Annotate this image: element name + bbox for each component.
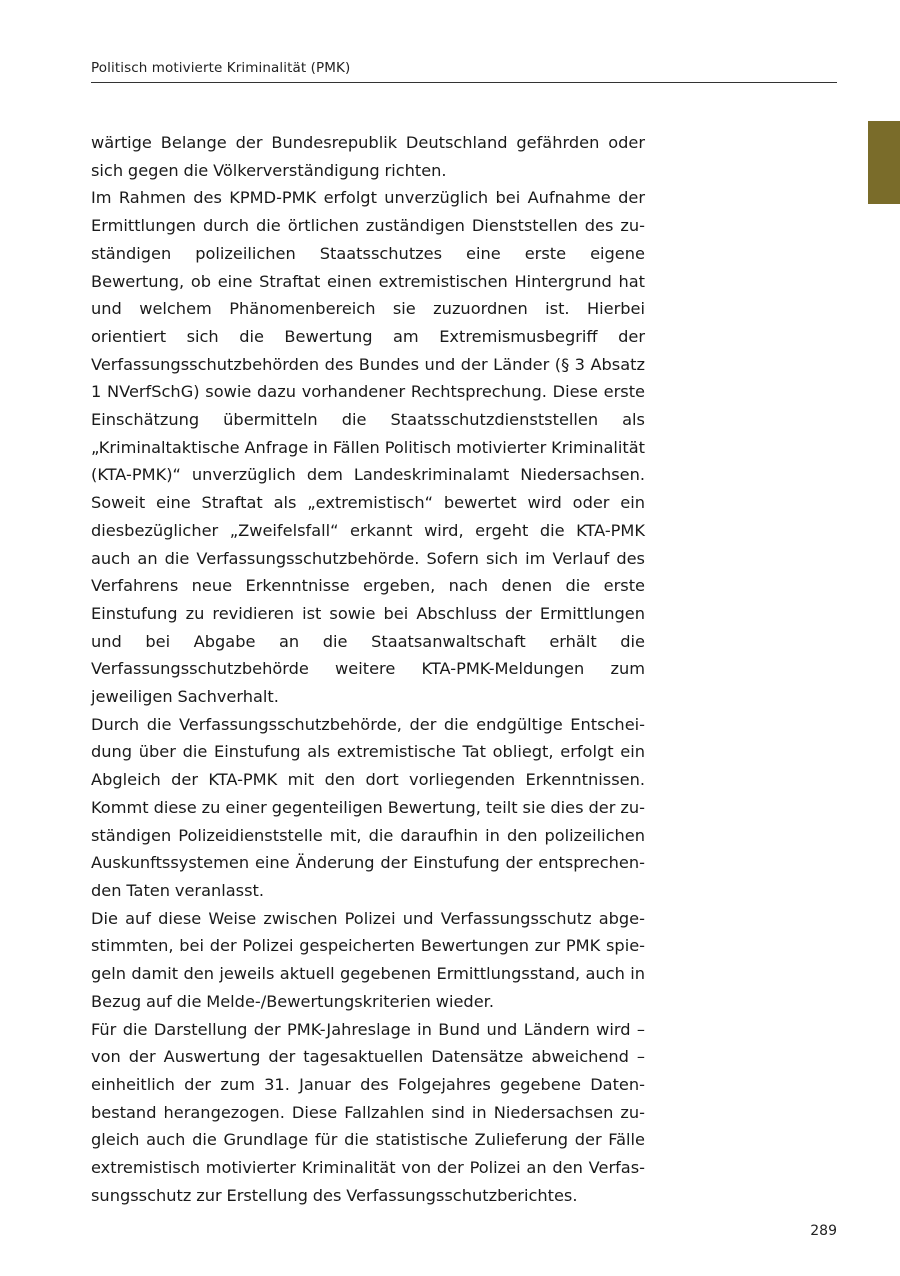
running-header-title: Politisch motivierte Kriminalität (PMK) <box>91 60 351 76</box>
running-header <box>91 58 837 83</box>
chapter-marker-tab <box>868 121 900 204</box>
paragraph: Durch die Verfassungsschutzbehörde, der die endgültige Entscheidung über die Einstufung als extremistische Tat obliegt, erfolgt ein Abgleich der KTA-PMK mit den dort vorliegenden Erkenntnissen. Kommt diese zu einer gegenteiligen Bewertung, teilt sie dies der zuständigen Polizeidienststelle mit, die daraufhin in den polizeilichen Auskunftssystemen eine Änderung der Einstufung der entsprechenden Taten veranlasst. <box>91 714 645 900</box>
paragraph: Für die Darstellung der PMK-Jahreslage in Bund und Ländern wird – von der Auswertung der tagesaktuellen Datensätze abweichend – einheitlich der zum 31. Januar des Folgejahres gegebene Datenbestand herangezogen. Diese Fallzahlen sind in Niedersachsen zugleich auch die Grundlage für die statistische Zulieferung der Fälle extremistisch motivierter Kriminalität von der Polizei an den Verfassungsschutz zur Erstellung des Verfassungsschutzberichtes. <box>91 1019 645 1205</box>
paragraph: Die auf diese Weise zwischen Polizei und Verfassungsschutz abgestimmten, bei der Polizei gespeicherten Bewertungen zur PMK spiegeln damit den jeweils aktuell gegebenen Ermittlungsstand, auch in Bezug auf die Melde-/Bewertungskriterien wieder. <box>91 908 645 1011</box>
paragraph: wärtige Belange der Bundesrepublik Deutschland gefährden oder sich gegen die Völkerverständigung richten. <box>91 133 645 180</box>
page-number: 289 <box>810 1223 837 1239</box>
paragraph: Im Rahmen des KPMD-PMK erfolgt unverzüglich bei Aufnahme der Ermittlungen durch die örtlichen zuständigen Dienststellen des zuständigen polizeilichen Staatsschutzes eine erste eigene Bewertung, ob eine Straftat einen extremistischen Hintergrund hat und welchem Phänomenbereich sie zuzuordnen ist. Hierbei orientiert sich die Bewertung am Extremismusbegriff der Verfassungsschutzbehörden des Bundes und der Länder (§ 3 Absatz 1 NVerfSchG) sowie dazu vorhandener Rechtsprechung. Diese erste Einschätzung übermitteln die Staatsschutzdienststellen als „Kriminaltaktische Anfrage in Fällen Politisch motivierter Kriminalität (KTA-PMK)“ unverzüglich dem Landeskriminalamt Niedersachsen. Soweit eine Straftat als „extremistisch“ bewertet wird oder ein diesbezüglicher „Zweifelsfall“ erkannt wird, ergeht die KTA-PMK auch an die Verfassungsschutzbehörde. Sofern sich im Verlauf des Verfahrens neue Erkenntnisse ergeben, nach denen die erste Einstufung zu revidieren ist sowie bei Abschluss der Ermittlungen und bei Abgabe an die Staatsanwaltschaft erhält die Verfassungsschutzbehörde weitere KTA-PMK-Meldungen zum jeweiligen Sachverhalt. <box>91 188 645 707</box>
body-text <box>91 129 645 1209</box>
